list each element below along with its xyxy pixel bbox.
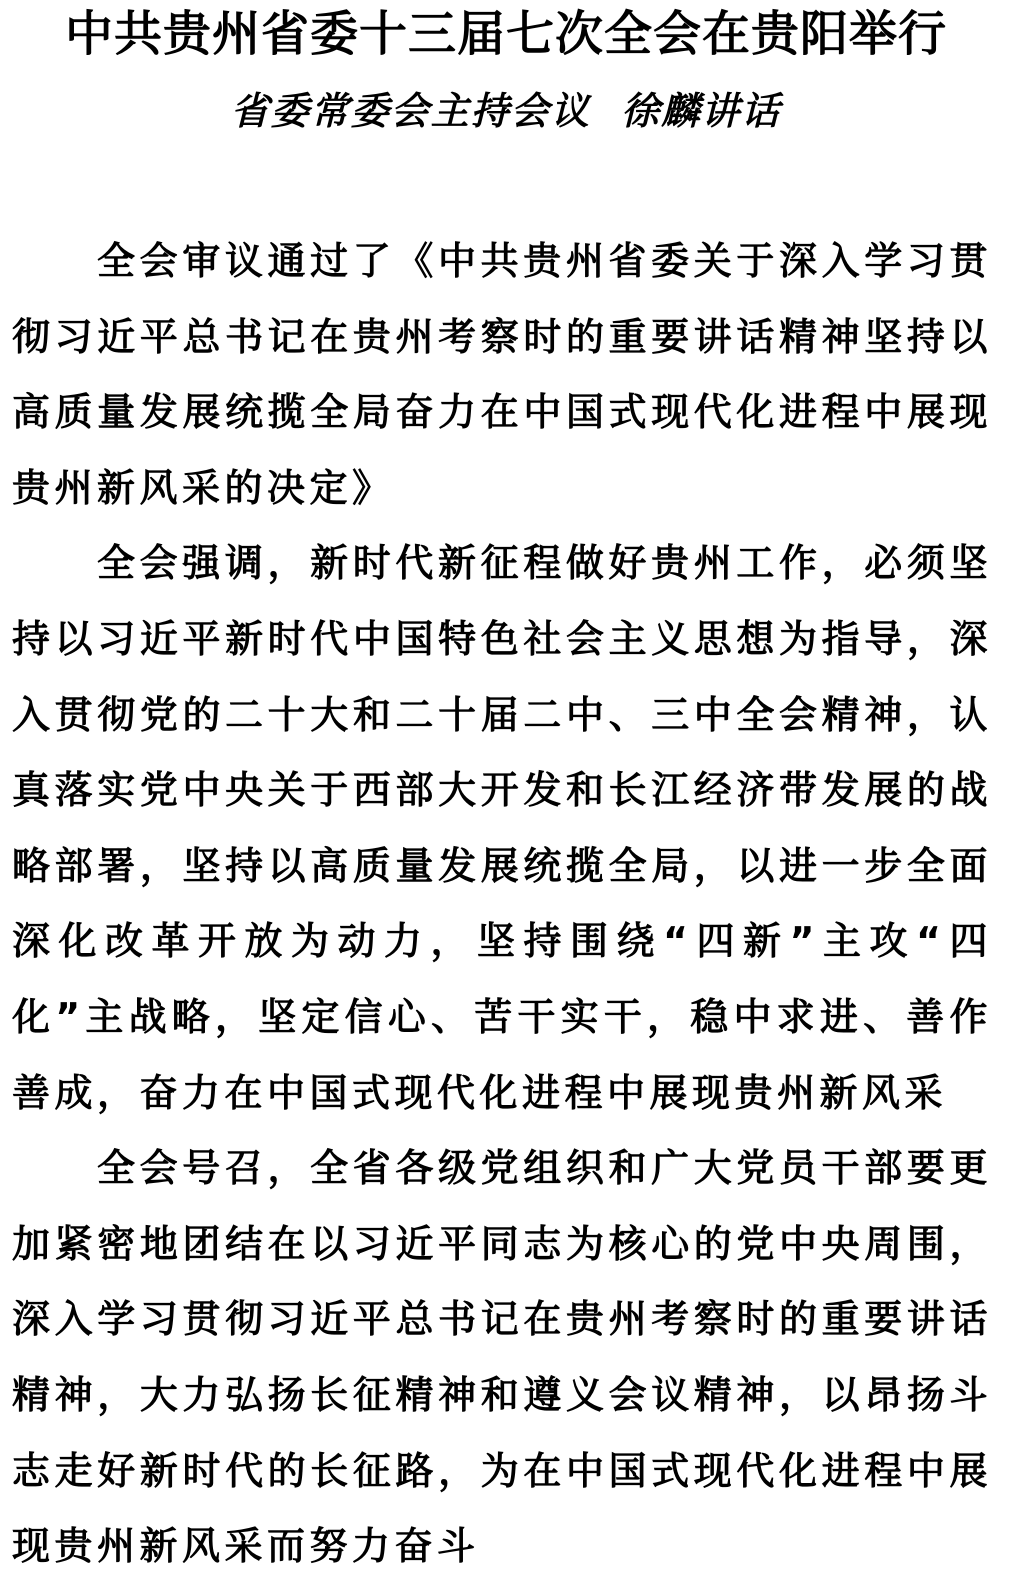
article-body (12, 224, 992, 1585)
subheadline: 省委常委会主持会议 徐麟讲话 (230, 88, 782, 133)
paragraph-emphasis: 全会强调，新时代新征程做好贵州工作，必须坚持以习近平新时代中国特色社会主义思想为指导，深入贯彻党的二十大和二十届二中、三中全会精神，认真落实党中央关于西部大开发和长江经济带发展的战略部署，坚持以高质量发展统揽全局，以进一步全面深化改革开放为动力，坚持围绕“四新”主攻“四化”主战略，坚定信心、苦干实干，稳中求进、善作善成，奋力在中国式现代化进程中展现贵州新风采 (12, 541, 992, 1115)
headline: 中共贵州省委十三届七次全会在贵阳举行 (64, 6, 947, 62)
paragraph-decision: 全会审议通过了《中共贵州省委关于深入学习贯彻习近平总书记在贵州考察时的重要讲话精神坚持以高质量发展统揽全局奋力在中国式现代化进程中展现贵州新风采的决定》 (12, 239, 992, 510)
paragraph-call: 全会号召，全省各级党组织和广大党员干部要更加紧密地团结在以习近平同志为核心的党中央周围，深入学习贯彻习近平总书记在贵州考察时的重要讲话精神，大力弘扬长征精神和遵义会议精神，以昂扬斗志走好新时代的长征路，为在中国式现代化进程中展现贵州新风采而努力奋斗 (12, 1146, 992, 1569)
